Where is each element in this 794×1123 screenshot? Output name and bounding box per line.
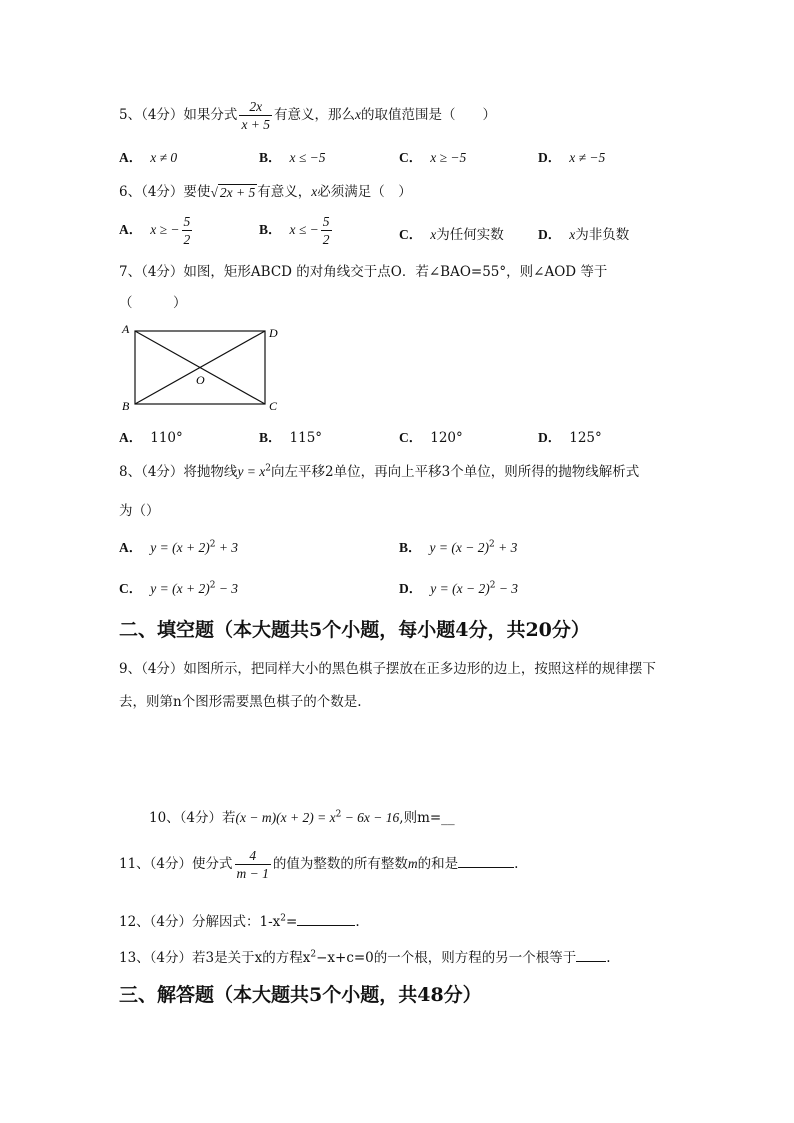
q9-line2: 去，则第n个图形需要黑色棋子的个数是. xyxy=(119,694,362,710)
rectangle-abcd-figure xyxy=(119,320,289,415)
q5-option-c: C． x ≥ −5 xyxy=(399,150,467,165)
q5-option-a: A． x ≠ 0 xyxy=(119,150,178,165)
label-d: D xyxy=(269,326,278,340)
q13-stem: 13、（4分）若3是关于x的方程$x^2-x+c=0$的一个根，则方程的另一个根等于 . xyxy=(119,949,611,966)
label-a: A xyxy=(122,322,130,336)
q13-answer-blank[interactable] xyxy=(576,948,606,962)
q7-paren: （ ） xyxy=(119,295,187,311)
q6-suffix: 必须满足（ ） xyxy=(317,184,412,200)
q6-option-c: C． x为任何实数 xyxy=(399,227,504,243)
q10-stem: 10、（4分）若$(x - m)(x + 2) = x^2 - 6x - 16$,则m=__ xyxy=(149,809,455,826)
q11-answer-blank[interactable] xyxy=(458,854,514,868)
q8-equation: y = x xyxy=(237,464,266,479)
q5-var: x xyxy=(355,107,362,122)
q7-option-b: B． 115° xyxy=(259,430,323,446)
q6-option-b: B． x ≤ − $\frac{5}{2}$ xyxy=(259,214,330,247)
label-c: C xyxy=(269,399,278,413)
q5-option-d: D． x ≠ −5 xyxy=(538,150,606,165)
q11-fraction: $\frac{4}{m - 1}$ xyxy=(236,848,269,881)
q6-radicand: 2x + 5 xyxy=(219,184,256,200)
q6-prefix: 6、（4分）要使 xyxy=(119,184,211,200)
q7-stem: 7、（4分）如图，矩形ABCD 的对角线交于点O．若∠BAO=55°，则∠AOD 等于 xyxy=(119,264,608,280)
q5-suffix: 的取值范围是（ ） xyxy=(361,107,497,123)
q8-stem-line2: 为（） xyxy=(119,503,160,519)
label-o: O xyxy=(196,373,205,387)
q5-frac-num: 2x xyxy=(249,99,263,114)
q5-stem xyxy=(119,98,496,133)
q5-frac-den: x + 5 xyxy=(241,117,271,132)
q12-answer-blank[interactable] xyxy=(297,912,355,926)
q8-option-c: C． $y = (x + 2)^2 - 3$ xyxy=(119,580,239,596)
section-solution-heading: 三、解答题（本大题共5个小题，共48分） xyxy=(119,984,482,1006)
q5-mid: 有意义，那么 xyxy=(274,107,356,123)
q7-option-a: A． 110° xyxy=(119,430,183,446)
q5-option-b: B． x ≤ −5 xyxy=(259,150,326,165)
q6-sqrt: √ 2x + 5 xyxy=(210,184,256,200)
q5-prefix: 5、（4分）如果分式 xyxy=(119,107,238,123)
q6-mid: 有意义， xyxy=(257,184,312,200)
q8-stem: 8、（4分）将抛物线$y = x^2$向左平移2单位，再向上平移3个单位，则所得的抛物线解析式 xyxy=(119,463,640,480)
label-b: B xyxy=(122,399,130,413)
q12-stem: 12、（4分）分解因式：$1-x^2=$ . xyxy=(119,913,360,930)
q5-fraction xyxy=(239,98,272,133)
q8-option-b: B． $y = (x - 2)^2 + 3$ xyxy=(399,539,518,555)
q8-option-a: A． $y = (x + 2)^2 + 3$ xyxy=(119,539,239,555)
q11-stem: 11、（4分）使分式 $\frac{4}{m - 1}$ 的值为整数的所有整数m的和是 . xyxy=(119,848,519,881)
q10-equation: (x − m)(x + 2) = x xyxy=(235,810,336,825)
section-fill-blank-heading: 二、填空题（本大题共5个小题，每小题4分，共20分） xyxy=(119,619,590,641)
q8-option-d: D． $y = (x - 2)^2 - 3$ xyxy=(399,580,519,596)
q7-option-c: C． 120° xyxy=(399,430,463,446)
q6-stem xyxy=(119,180,412,201)
q6-var: x xyxy=(311,184,318,199)
q9-line1: 9、（4分）如图所示，把同样大小的黑色棋子摆放在正多边形的边上，按照这样的规律摆下 xyxy=(119,661,656,677)
q6-option-a: A． x ≥ − $\frac{5}{2}$ xyxy=(119,214,191,247)
q7-option-d: D． 125° xyxy=(538,430,602,446)
q6-option-d: D． x为非负数 xyxy=(538,227,630,243)
